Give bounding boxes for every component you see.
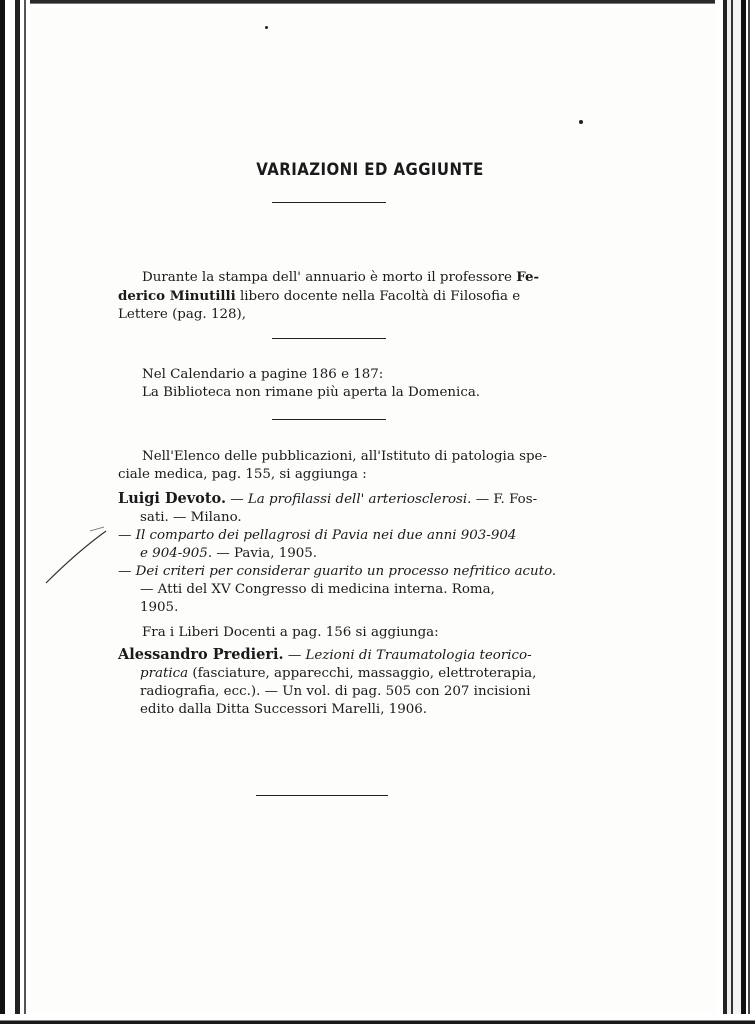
separator-rule bbox=[272, 202, 386, 203]
devoto-line3: — Il comparto dei pellagrosi di Pavia nei due anni 903-904 bbox=[118, 528, 517, 543]
ink-speck bbox=[265, 26, 268, 29]
page-fore-edge bbox=[715, 0, 755, 1024]
liberi-docenti-notice: Fra i Liberi Docenti a pag. 156 si aggiunga: bbox=[142, 625, 439, 640]
closing-rule bbox=[256, 795, 388, 796]
predieri-line3: radiografia, ecc.). — Un vol. di pag. 505 con 207 incisioni bbox=[140, 684, 531, 699]
page-bottom-edge bbox=[0, 1014, 755, 1024]
pencil-margin-mark bbox=[44, 525, 110, 585]
calendar-notice-line1: Nel Calendario a pagine 186 e 187: bbox=[142, 367, 384, 382]
devoto-line1: Luigi Devoto. — La profilassi dell' arteriosclerosi. — F. Fos- bbox=[118, 490, 538, 507]
predieri-line2: pratica (fasciature, apparecchi, massaggio, elettroterapia, bbox=[140, 666, 537, 681]
devoto-entry bbox=[118, 490, 556, 617]
ink-speck bbox=[579, 120, 583, 124]
calendar-notice-line2: La Biblioteca non rimane più aperta la Domenica. bbox=[142, 385, 481, 400]
death-notice-line3: Lettere (pag. 128), bbox=[118, 307, 246, 322]
death-notice-line2: derico Minutilli libero docente nella Facoltà di Filosofia e bbox=[118, 288, 521, 304]
predieri-entry bbox=[118, 646, 536, 719]
predieri-line1: Alessandro Predieri. — Lezioni di Traumatologia teorico- bbox=[118, 646, 532, 663]
page-title: VARIAZIONI ED AGGIUNTE bbox=[256, 160, 484, 180]
separator-rule bbox=[272, 419, 386, 420]
devoto-line6: — Atti del XV Congresso di medicina interna. Roma, bbox=[140, 582, 495, 597]
publications-notice bbox=[118, 448, 547, 484]
death-notice bbox=[118, 268, 538, 324]
devoto-line5: — Dei criteri per considerar guarito un processo nefritico acuto. bbox=[118, 564, 557, 579]
devoto-line7: 1905. bbox=[140, 600, 179, 615]
death-notice-line1: Durante la stampa dell' annuario è morto il professore Fe- bbox=[142, 269, 540, 285]
predieri-line4: edito dalla Ditta Successori Marelli, 1906. bbox=[140, 702, 428, 717]
calendar-notice bbox=[142, 366, 480, 402]
devoto-line4: e 904-905. — Pavia, 1905. bbox=[140, 546, 318, 561]
publications-notice-line1: Nell'Elenco delle pubblicazioni, all'Istituto di patologia spe- bbox=[142, 449, 547, 464]
publications-notice-line2: ciale medica, pag. 155, si aggiunga : bbox=[118, 467, 367, 482]
page-binding-edge bbox=[0, 0, 30, 1024]
devoto-line2: sati. — Milano. bbox=[140, 510, 242, 525]
separator-rule bbox=[272, 338, 386, 339]
page-top-edge bbox=[0, 0, 755, 8]
